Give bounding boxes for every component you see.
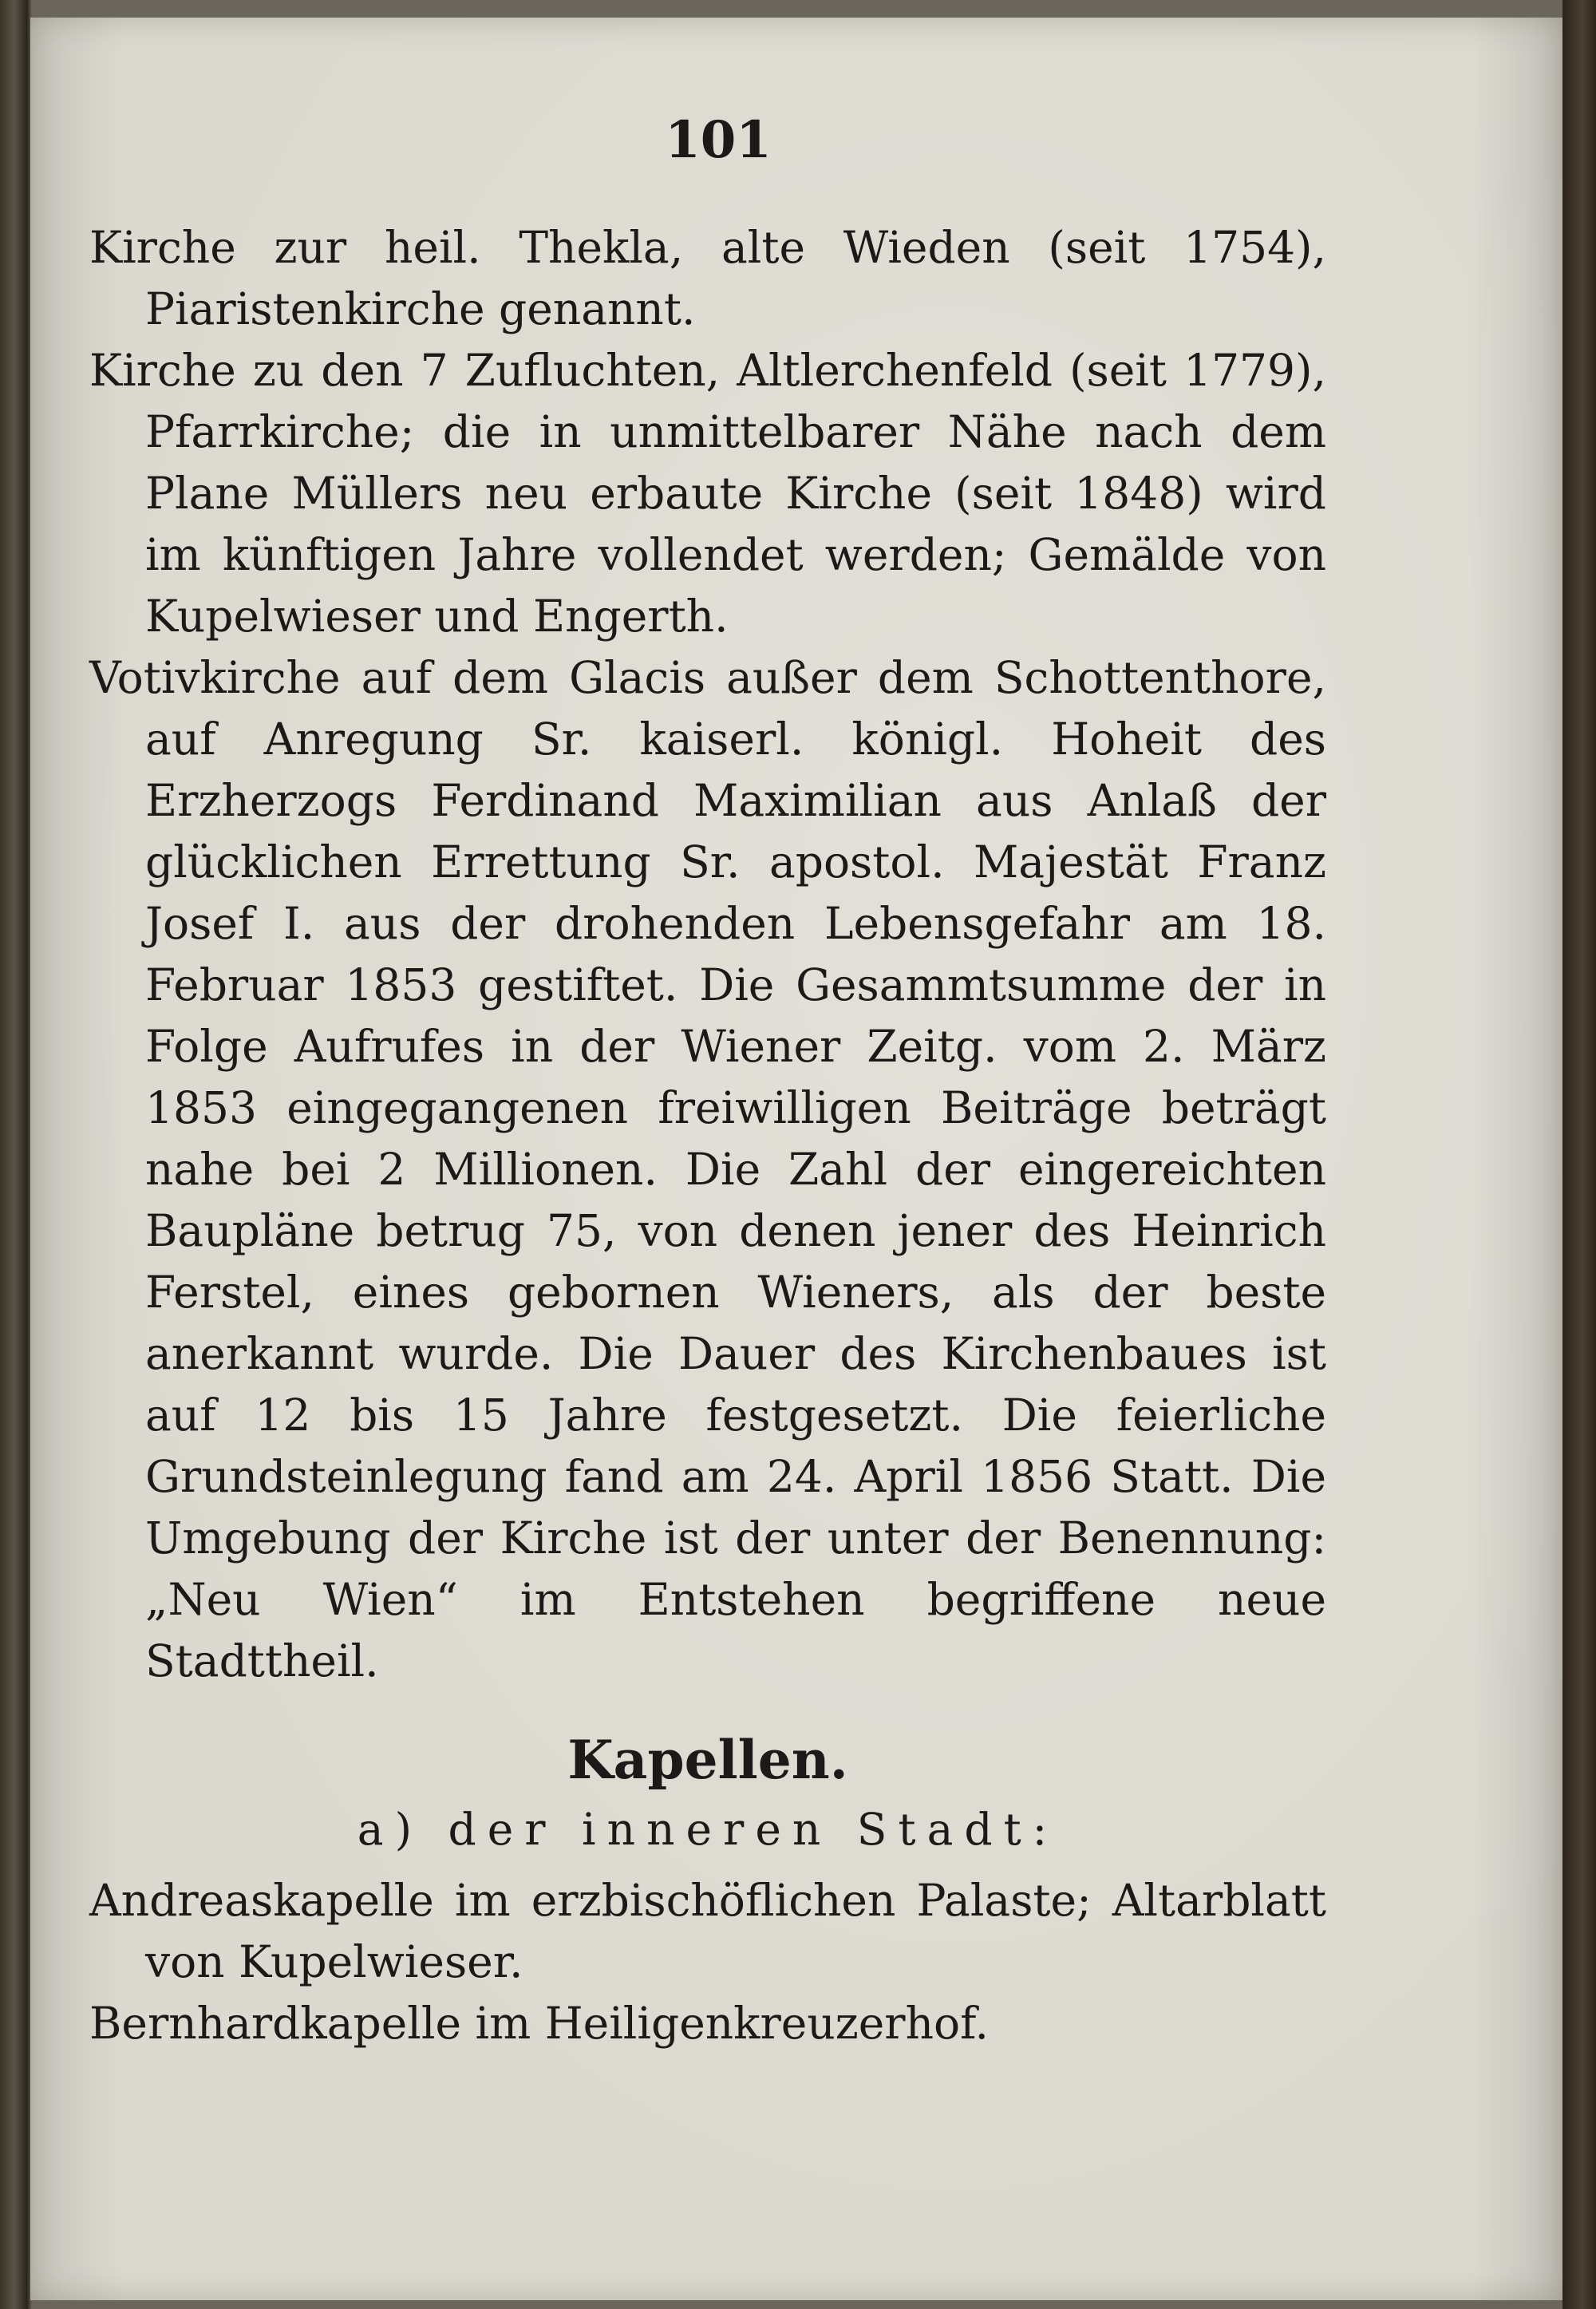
entry-thekla: Kirche zur heil. Thekla, alte Wieden (seit 1754), Piaristenkirche genannt. xyxy=(89,222,1326,334)
entry-zufluchten: Kirche zu den 7 Zufluchten, Altlerchenfeld (seit 1779), Pfarrkirche; die in unmittelbarer Nähe nach dem Plane Müllers neu erbaute Kirche (seit 1848) wird im künftigen Jahre vollendet werden; Gemälde von Kupelwieser und Engerth. xyxy=(89,345,1326,642)
page-text xyxy=(89,217,1326,2054)
entry-andreaskapelle: Andreaskapelle im erzbischöflichen Palaste; Altarblatt von Kupelwieser. xyxy=(89,1875,1326,1987)
page-number: 101 xyxy=(665,110,772,170)
entry-votivkirche: Votivkirche auf dem Glacis außer dem Schottenthore, auf Anregung Sr. kaiserl. königl. Hoheit des Erzherzogs Ferdinand Maximilian aus Anlaß der glücklichen Errettung Sr. apostol. Majestät Franz Josef I. aus der drohenden Lebensgefahr am 18. Februar 1853 gestiftet. Die Gesammtsumme der in Folge Aufrufes in der Wiener Zeitg. vom 2. März 1853 eingegangenen freiwilligen Beiträge beträgt nahe bei 2 Millionen. Die Zahl der eingereichten Baupläne betrug 75, von denen jener des Heinrich Ferstel, eines gebornen Wieners, als der beste anerkannt wurde. Die Dauer des Kirchenbaues ist auf 12 bis 15 Jahre festgesetzt. Die feierliche Grundsteinlegung fand am 24. April 1856 Statt. Die Umgebung der Kirche ist der unter der Benennung: „Neu Wien“ im Entstehen begriffene neue Stadttheil. xyxy=(89,652,1326,1686)
page-gutter-shadow xyxy=(1562,0,1596,2309)
entry-bernhardkapelle: Bernhardkapelle im Heiligenkreuzerhof. xyxy=(89,1998,989,2049)
subheading: a) der inneren Stadt: xyxy=(357,1804,1059,1855)
section-heading: Kapellen. xyxy=(567,1729,848,1791)
